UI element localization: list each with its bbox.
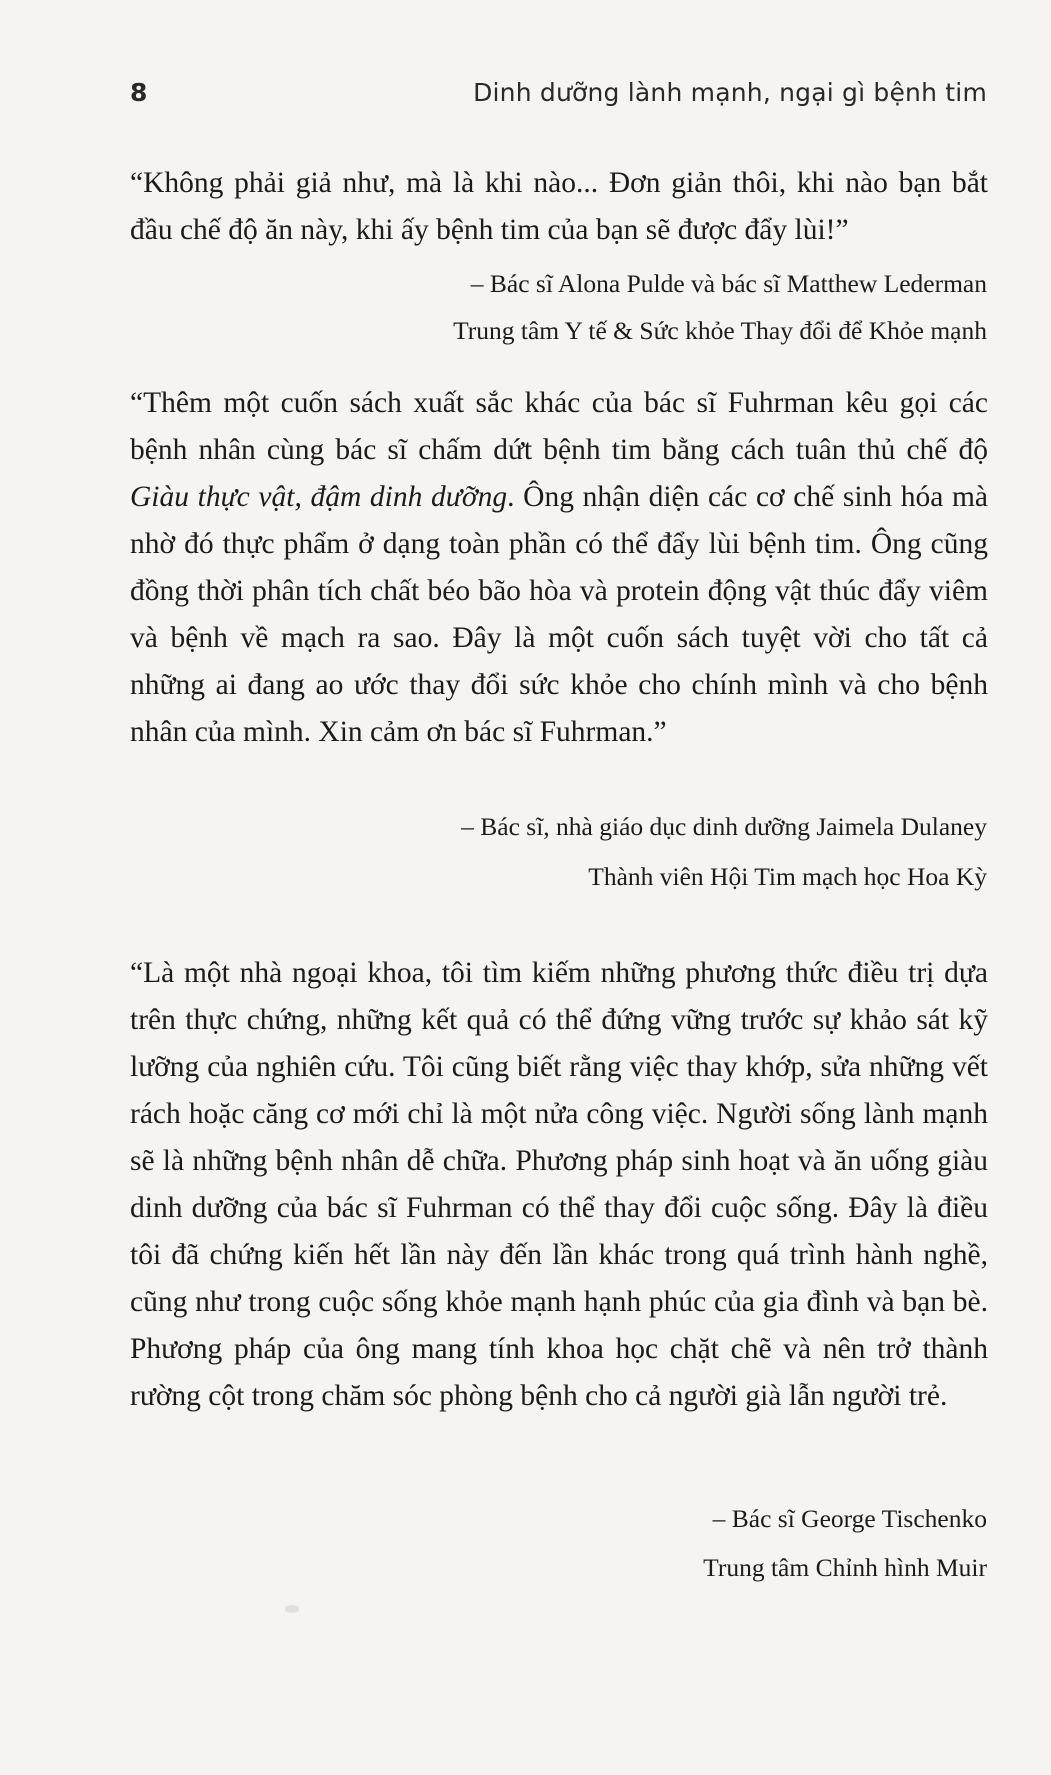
quote-1 xyxy=(130,160,988,254)
page-number: 8 xyxy=(130,78,148,107)
quote-3-organization: Trung tâm Chỉnh hình Muir xyxy=(703,1553,987,1582)
quote-2-text-after: . Ông nhận diện các cơ chế sinh hóa mà nhờ đó thực phẩm ở dạng toàn phần có thể đẩy lùi bệnh tim. Ông cũng đồng thời phân tích chất béo bão hòa và protein động vật thúc đẩy viêm và bệnh về mạch ra sao. Đây là một cuốn sách tuyệt vời cho tất cả những ai đang ao ước thay đổi sức khỏe cho chính mình và cho bệnh nhân của mình. Xin cảm ơn bác sĩ Fuhrman.” xyxy=(130,481,988,748)
running-title: Dinh dưỡng lành mạnh, ngại gì bệnh tim xyxy=(473,78,987,107)
quote-2-text-before: “Thêm một cuốn sách xuất sắc khác của bác sĩ Fuhrman kêu gọi các bệnh nhân cùng bác sĩ chấm dứt bệnh tim bằng cách tuân thủ chế độ xyxy=(130,387,988,466)
paper-speck xyxy=(285,1605,299,1613)
quote-2-emphasis: Giàu thực vật, đậm dinh dưỡng xyxy=(130,481,508,513)
quote-3 xyxy=(130,950,988,1420)
quote-2-organization: Thành viên Hội Tim mạch học Hoa Kỳ xyxy=(588,862,987,891)
page-header xyxy=(130,78,987,118)
quote-1-attribution: – Bác sĩ Alona Pulde và bác sĩ Matthew Lederman xyxy=(470,269,987,298)
quote-1-text: “Không phải giả như, mà là khi nào... Đơn giản thôi, khi nào bạn bắt đầu chế độ ăn này, khi ấy bệnh tim của bạn sẽ được đẩy lùi!” xyxy=(130,167,988,246)
quote-1-organization: Trung tâm Y tế & Sức khỏe Thay đổi để Khỏe mạnh xyxy=(453,316,987,345)
quote-3-attribution: – Bác sĩ George Tischenko xyxy=(712,1504,987,1533)
quote-2 xyxy=(130,380,988,756)
quote-3-text: “Là một nhà ngoại khoa, tôi tìm kiếm những phương thức điều trị dựa trên thực chứng, những kết quả có thể đứng vững trước sự khảo sát kỹ lưỡng của nghiên cứu. Tôi cũng biết rằng việc thay khớp, sửa những vết rách hoặc căng cơ mới chỉ là một nửa công việc. Người sống lành mạnh sẽ là những bệnh nhân dễ chữa. Phương pháp sinh hoạt và ăn uống giàu dinh dưỡng của bác sĩ Fuhrman có thể thay đổi cuộc sống. Đây là điều tôi đã chứng kiến hết lần này đến lần khác trong quá trình hành nghề, cũng như trong cuộc sống khỏe mạnh hạnh phúc của gia đình và bạn bè. Phương pháp của ông mang tính khoa học chặt chẽ và nên trở thành rường cột trong chăm sóc phòng bệnh cho cả người già lẫn người trẻ. xyxy=(130,957,988,1412)
quote-2-attribution: – Bác sĩ, nhà giáo dục dinh dưỡng Jaimela Dulaney xyxy=(461,812,987,841)
quote-2-text xyxy=(130,380,988,756)
